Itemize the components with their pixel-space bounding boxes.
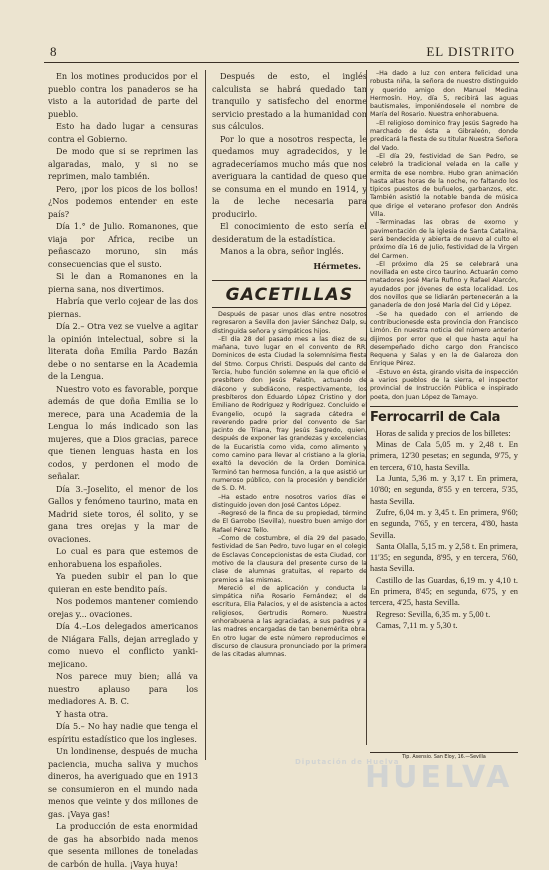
- paragraph: Nos parece muy bien; allá va nuestro aplauso para los mediadores A. B. C.: [48, 671, 198, 706]
- timetable-row: Horas de salida y precios de los billetes:: [376, 428, 511, 438]
- news-item: –Ha dado a luz con entera felicidad una robusta niña, la señora de nuestro distinguido y querido amigo don Manuel Medina Hermosín. Hoy, día 5, recibirá las aguas bautismales, imponiéndosele el nombre de María del Rosario. Nuestra enhorabuena.: [370, 70, 518, 119]
- paragraph: Día 1.° de Julio. Romanones, que viaja por Africa, recibe un peñascazo moruno, sin más consecuencias que el susto.: [48, 221, 198, 269]
- article-continuation: [212, 70, 367, 258]
- timetable-row: Regreso: Sevilla, 6,35 m. y 5,00 t.: [376, 609, 491, 619]
- news-item: –El día 28 del pasado mes a las diez de su mañana, tuvo lugar en el convento de RR. Dominicos de esta Ciudad la solemnísima fiesta del Stmo. Corpus Christi. Después del canto de Tercia, hubo función solemne en la que ofició el presbítero don Jesús Palatín, actuando de diácono y subdiácono, respectivamente, los presbíteros don Eduardo López Cristino y don Emiliano de Rodríguez y Rodríguez. Concluido el Evangelio, ocupó la sagrada cátedra el reverendo padre prior del convento de San Jacinto de Triana, fray Jesús Sagredo, quien, después de exponer las grandezas y excelencias de la Eucaristía como vida, como alimento y como camino para llevar al cristiano a la gloria, exaltó la devoción de la Orden Dominica. Terminó tan hermosa función, a la que asistió un numeroso público, con la procesión y bendición de S. D. M.: [212, 335, 367, 493]
- railway-timetable: [370, 406, 518, 631]
- paragraph: Nuestro voto es favorable, porque además de que doña Emilia se lo merece, para una Academia de la Lengua lo más indicado son las mujeres, que a Dios gracias, parece que tienen lenguas hasta en los codos, y perdonen el modo de señalar.: [48, 383, 198, 481]
- column-3: [370, 70, 518, 750]
- header-rule: [44, 62, 519, 63]
- paragraph: Si le dan a Romanones en la pierna sana, nos divertimos.: [48, 271, 198, 294]
- news-item: –Terminadas las obras de exorno y pavimentación de la iglesia de Santa Catalina, será bendecida y abierta de nuevo al culto el próximo día 16 de Julio, festividad de la Virgen del Carmen.: [370, 219, 518, 260]
- gacetillas-heading: GACETILLAS: [212, 280, 367, 305]
- paragraph: Día 4.–Los delegados americanos de Niágara Falls, dejan arreglado y como nuevo el conflicto yanki-mejicano.: [48, 621, 198, 669]
- news-item: –El religioso dominico fray Jesús Sagredo ha marchado de ésta a Gibraleón, donde predicará la fiesta de su titular Nuestra Señora del Vado.: [370, 119, 518, 152]
- column-2: [212, 70, 367, 760]
- page-number: 8: [50, 44, 57, 59]
- paragraph: Lo cual es para que estemos de enhorabuena los españoles.: [48, 546, 198, 569]
- paragraph: Después de esto, el inglés calculista se habrá quedado tan tranquilo y satisfecho del enorme servicio prestado a la humanidad con sus cálculos.: [212, 71, 367, 131]
- timetable-row: Minas de Cala 5,05 m. y 2,48 t. En primera, 12'30 pesetas; en segunda, 9'75, y en tercera, 6'10, hasta Sevilla.: [370, 440, 518, 472]
- news-item: –Ha estado entre nosotros varios días el distinguido joven don José Cantos López.: [212, 493, 367, 509]
- news-item: Mereció el de aplicación y conducta la simpática niña Rosario Fernández; el de escritura, Elia Palacios, y el de asistencia a actos religiosos, Gertrudis Romero. Nuestra enhorabuena a las agraciadas, a sus padres y a las madres encargadas de tan benemérita obra. En otro lugar de este número reproducimos el discurso de clausura pronunciado por la primera de las citadas alumnas.: [212, 584, 367, 659]
- news-item: –Regresó de la finca de su propiedad, término de El Garrobo (Sevilla), nuestro buen amigo don Rafael Pérez Tello.: [212, 510, 367, 534]
- paragraph: Esto ha dado lugar a censuras contra el Gobierno.: [48, 121, 198, 144]
- newspaper-title: EL DISTRITO: [426, 44, 515, 59]
- news-item: –Como de costumbre, el día 29 del pasado, festividad de San Pedro, tuvo lugar en el colegio de Esclavas Concepcionistas de esta Ciudad, con motivo de la clausura del presente curso de la clase de alumnas gratuitas, el reparto de premios a las mismas.: [212, 535, 367, 584]
- paragraph: La producción de esta enormidad de gas ha absorbido nada menos que sesenta millones de toneladas de carbón de hulla. ¡Vaya huya!: [48, 821, 198, 869]
- paragraph: De modo que si se reprimen las algaradas, malo, y si no se reprimen, malo también.: [48, 146, 198, 181]
- paragraph: Pero, ¡por los picos de los bollos! ¿Nos podemos entender en este país?: [48, 183, 198, 219]
- page-header: [50, 44, 515, 60]
- paragraph: En los motines producidos por el pueblo contra los panaderos se ha visto a la autoridad de parte del pueblo.: [48, 71, 198, 119]
- paragraph: Día 2.– Otra vez se vuelve a agitar la opinión intelectual, sobre si la literata doña Emilia Pardo Bazán debe o no sentarse en la Academia de la Lengua.: [48, 321, 198, 381]
- news-item: –Se ha quedado con el arriendo de contribucionesde esta provincia don Francisco Limón. En nuestra noticia del número anterior dijimos por error que el que hasta aquí ha desempeñado dicho cargo don Francisco Requena y Salas y en la de Galaroza don Enrique Pérez.: [370, 310, 518, 368]
- timetable-row: La Junta, 5,36 m. y 3,17 t. En primera, 10'80; en segunda, 8'55 y en tercera, 5'35, hasta Sevilla.: [370, 474, 518, 506]
- news-item: Después de pasar unos días entre nosotros regresaron a Sevilla don Javier Sánchez Dalp, su distinguida señora y simpáticos hijos.: [212, 311, 367, 335]
- paragraph: Día 3.–Joselito, el menor de los Gallos y fenómeno taurino, mata en Madrid siete toros, él solito, y se gana tres orejas y la mar de ovaciones.: [48, 483, 198, 544]
- timetable-row: Santa Olalla, 5,15 m. y 2,58 t. En primera, 11'35; en segunda, 8'95, y en tercera, 5'60, hasta Sevilla.: [370, 541, 518, 574]
- timetable-row: Camas, 7,11 m. y 5,30 t.: [376, 620, 458, 630]
- news-item: –Estuvo en ésta, girando visita de inspección a varios pueblos de la sierra, el inspector provincial de Instrucción Pública e inspirado poeta, don Juan López de Tamayo.: [370, 368, 518, 401]
- paragraph: Nos podemos mantener comiendo orejas y... ovaciones.: [48, 596, 198, 619]
- news-item: –El día 29, festividad de San Pedro, se celebró la tradicional velada en la calle y ermita de ese nombre. Hubo gran animación hasta altas horas de la noche, no faltando los típicos puestos de buñuelos, garbanzos, etc. También asistió la notable banda de música que dirige el veterano profesor don Andrés Villa.: [370, 152, 518, 219]
- paragraph: El conocimiento de esto sería el desideratum de la estadística.: [212, 221, 367, 244]
- paragraph: Y hasta otra.: [56, 708, 109, 719]
- column-1: [48, 70, 198, 869]
- paragraph: Ya pueden subir el pan lo que quieran en este bendito país.: [48, 571, 198, 594]
- timetable-row: Castillo de las Guardas, 6,19 m. y 4,10 t. En primera, 8'45; en segunda, 6'75, y en tercera, 4'25, hasta Sevilla.: [370, 575, 518, 608]
- paragraph: Manos a la obra, señor inglés.: [220, 246, 344, 256]
- paragraph: Día 5.– No hay nadie que tenga el espíritu estadístico que los ingleses.: [48, 721, 198, 744]
- gacetillas-news: [212, 311, 367, 659]
- local-news: [370, 70, 518, 402]
- paragraph: Un londinense, después de mucha paciencia, mucha saliva y muchos dineros, ha averiguado que en 1913 se consumieron en el mundo nada menos que veinte y dos millones de gas. ¡Vaya gas!: [48, 746, 198, 819]
- printer-imprint: Tip. Asensio. San Eloy, 16.—Sevilla: [370, 752, 518, 760]
- railway-heading: Ferrocarril de Cala: [370, 406, 518, 425]
- paragraph: Habría que verlo cojear de las dos piernas.: [48, 296, 198, 319]
- watermark-sub: Diputación de Huelva: [295, 758, 400, 766]
- railway-rows: [370, 428, 518, 631]
- news-item: –El próximo día 25 se celebrará una novillada en este circo taurino. Actuarán como matadores José María Rufino y Rafael Alarcón, ayudados por jóvenes de esta localidad. Los dos novillos que se lidiarán pertenecerán a la ganadería de don José María del Cid y López.: [370, 260, 518, 310]
- gacetillas-rule: [212, 307, 367, 308]
- author-signature: Hérmetes.: [313, 260, 361, 271]
- watermark-big: HUELVA: [365, 760, 513, 795]
- paragraph: Por lo que a nosotros respecta, le quedamos muy agradecidos, y le agradeceríamos mucho más que nos averiguara la cantidad de queso que se consuma en el mundo en 1914, y la de leche necesaria para producirlo.: [212, 133, 367, 219]
- timetable-row: Zufre, 6,04 m. y 3,45 t. En primera, 9'60; en segunda, 7'65, y en tercera, 4'80, hasta Sevilla.: [370, 507, 518, 540]
- archive-watermark: [235, 758, 535, 798]
- column-divider-1: [205, 70, 206, 760]
